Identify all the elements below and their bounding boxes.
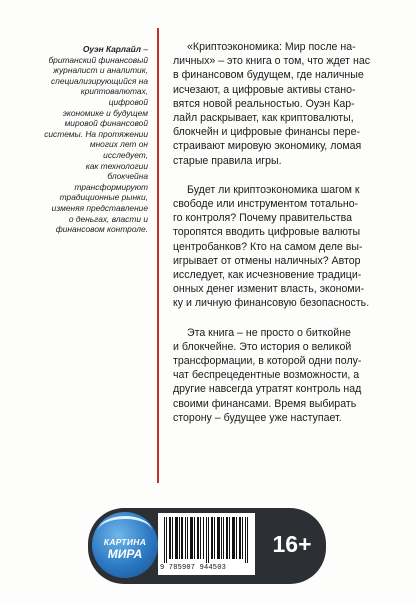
barcode-bars-icon xyxy=(164,517,250,563)
publisher-logo-line2: МИРА xyxy=(107,547,143,561)
publisher-logo xyxy=(92,512,158,578)
isbn-barcode xyxy=(158,513,255,575)
age-rating-badge: 16+ xyxy=(272,531,312,557)
description-paragraph-3: Эта книга – не просто о биткойне и блокчейне. Это история о великой трансформации, в которой одни полу- чат беспрецедентные возможности, а другие навсегда утратят контроль над своими финансами. Время выбирать сторону – будущее уже наступает. xyxy=(173,326,362,424)
author-bio xyxy=(44,44,148,235)
description-paragraph-2: Будет ли криптоэкономика шагом к свободе или инструментом тотально- го контроля? Почему правительства торопятся вводить цифровые валюты центробанков? Кто на самом деле вы- игрывает от отмены наличных? Автор исследует, как исчезновение традици- онных денег изменит власть, экономи- ку и личную финансовую безопасность. xyxy=(173,183,370,310)
accent-divider xyxy=(157,28,159,483)
book-description xyxy=(173,40,385,425)
barcode-digits: 9 785907 944503 xyxy=(160,564,227,572)
author-bio-text: – британский финансовый журналист и аналитик, специализирующийся на криптовалютах, цифровой экономике и будущем мировой финансовой системы. На протяжении многих лет он исследует, как технологии блокчейна трансформируют традиционные рынки, изменяя представление о деньгах, власти и финансовом контроле. xyxy=(44,44,148,235)
author-name: Оуэн Карлайл xyxy=(82,44,141,54)
publisher-logo-line1: КАРТИНА xyxy=(103,537,147,547)
description-paragraph-1: «Криптоэкономика: Мир после на- личных» – это книга о том, что ждет нас в финансовом будущем, где наличные исчезают, а цифровые активы стано- вятся новой реальностью. Оуэн Кар- лайл раскрывает, как криптовалюты, блокчейн и цифровые финансы пере- страивают мировую экономику, ломая старые правила игры. xyxy=(173,41,371,167)
